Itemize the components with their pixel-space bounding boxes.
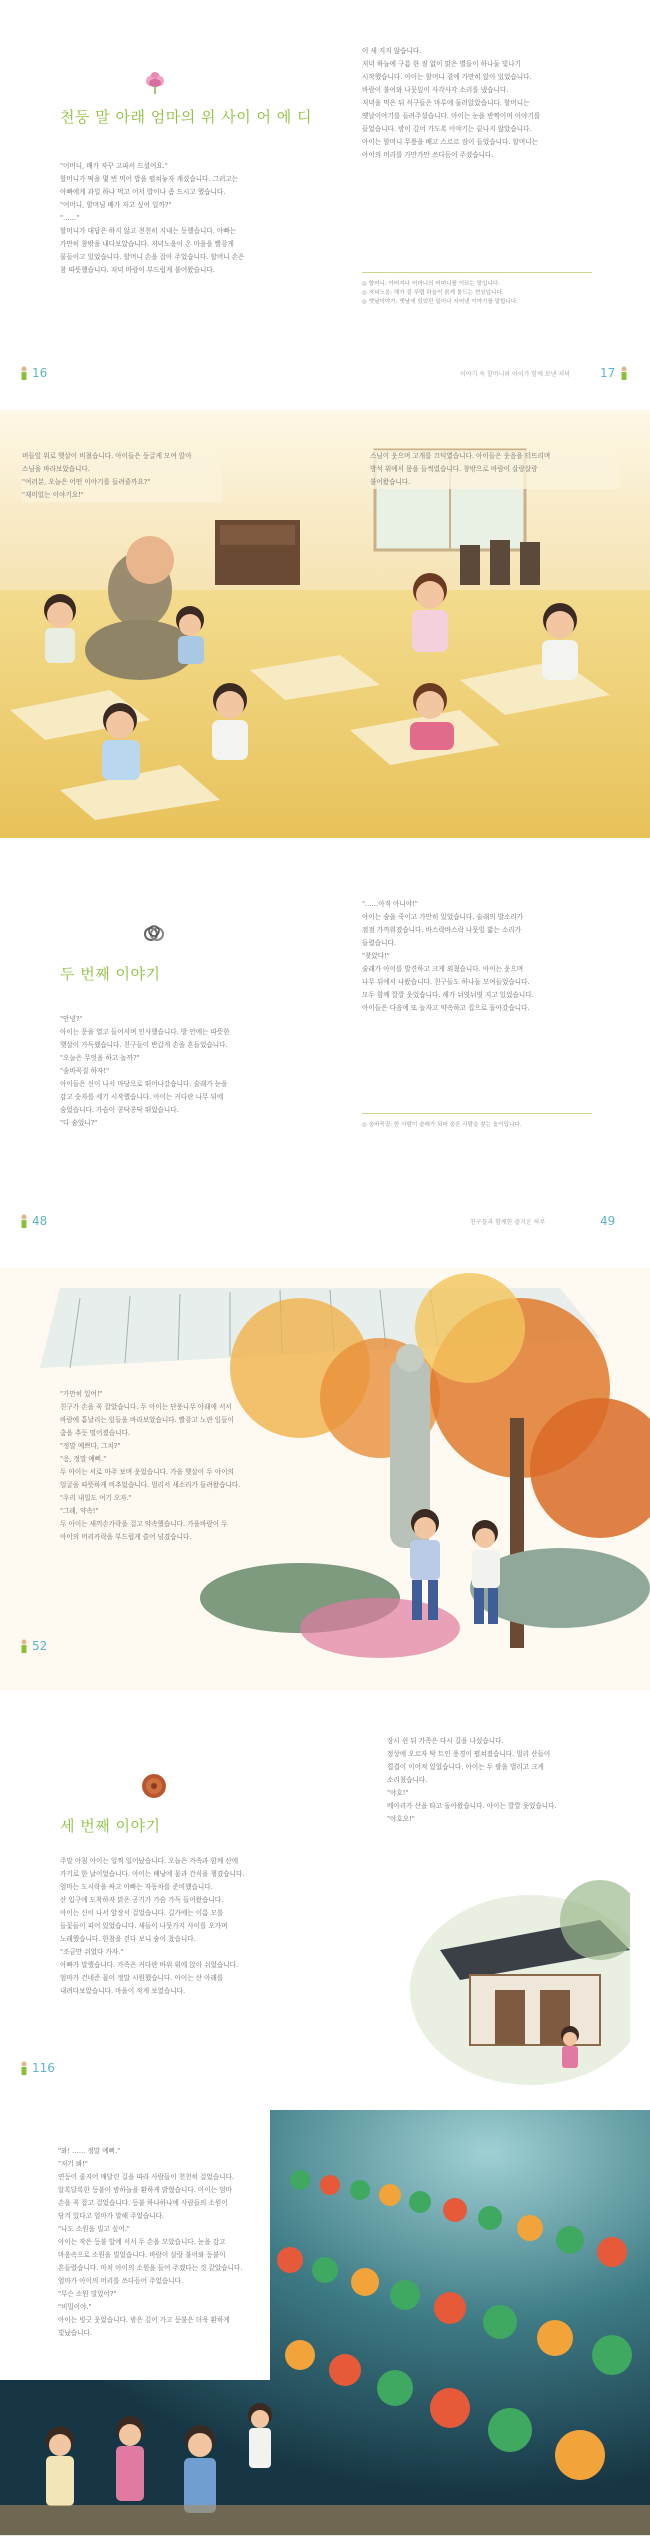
paragraph: 아이는 문을 열고 들어서며 인사했습니다. 방 안에는 따뜻한 xyxy=(60,1028,230,1036)
left-page-body xyxy=(58,2145,263,2340)
paragraph: 아이는 신이 나서 앞장서 걸었습니다. 길가에는 이름 모를 xyxy=(60,1909,224,1917)
paragraph: 친구가 손을 꼭 잡았습니다. 두 아이는 단풍나무 아래에 서서 xyxy=(60,1403,232,1411)
spread-6 xyxy=(0,2110,650,2536)
footnotes xyxy=(362,280,592,307)
paragraph: 숨었습니다. 가슴이 콩닥콩닥 뛰었습니다. xyxy=(60,1106,179,1114)
paragraph: 연등이 줄지어 매달린 길을 따라 사람들이 천천히 걸었습니다. xyxy=(58,2173,235,2181)
paragraph: 나무 뒤에서 나왔습니다. 친구들도 하나둘 모여들었습니다. xyxy=(362,978,530,986)
paragraph: 담겨 있다고 엄마가 말해 주었습니다. xyxy=(58,2212,165,2220)
running-footer: 이야기 속 할머니와 아이가 함께 보낸 저녁 xyxy=(460,371,570,378)
chapter-title xyxy=(60,106,312,127)
paragraph: 두 아이는 새끼손가락을 걸고 약속했습니다. 가을바람이 두 xyxy=(60,1520,228,1528)
paragraph: 소리쳤습니다. xyxy=(387,1776,428,1784)
paragraph: "응, 정말 예뻐." xyxy=(60,1455,107,1463)
paragraph: 마음속으로 소원을 빌었습니다. 바람이 살랑 불어와 등불이 xyxy=(58,2251,226,2259)
paragraph: 엄마는 도시락을 싸고 아빠는 자동차를 준비했습니다. xyxy=(60,1883,213,1891)
paragraph: 감고 숫자를 세기 시작했습니다. 아이는 커다란 나무 뒤에 xyxy=(60,1093,224,1101)
paragraph: 할머니가 떡을 몇 번 먹어 밥을 펼쳐놓자 계셨습니다. 그러고는 xyxy=(60,175,239,183)
paragraph: 버들잎 위로 햇살이 비쳤습니다. 아이들은 둥글게 모여 앉아 xyxy=(22,452,192,460)
notes-divider xyxy=(362,1113,592,1114)
illustration-caption-left xyxy=(22,450,222,502)
chapter-title xyxy=(60,963,160,984)
paragraph: 아빠에게 과일 하나 먹고 어서 밥이나 좀 드시고 했습니다. xyxy=(60,188,226,196)
footnotes xyxy=(362,1121,592,1130)
right-page-body xyxy=(387,1735,597,1826)
paragraph: "여러분, 오늘은 어떤 이야기를 들려줄까요?" xyxy=(22,478,151,486)
paragraph: 스님을 바라보았습니다. xyxy=(22,465,90,473)
page-number: 16 xyxy=(32,366,48,380)
paragraph: 가만히 창밖을 내다보았습니다. 저녁노을이 온 마을을 빨갛게 xyxy=(60,240,234,248)
paragraph: "야호오!" xyxy=(387,1815,415,1823)
paragraph: "안녕?" xyxy=(60,1015,83,1023)
footnote: ◎ 저녁노을: 해가 질 무렵 하늘이 붉게 물드는 현상입니다. xyxy=(362,290,504,296)
paragraph: 빛났습니다. xyxy=(58,2329,92,2337)
paragraph: 이 새 지지 않습니다. xyxy=(362,47,422,55)
chapter-title-text: 두 번째 이야기 xyxy=(60,965,161,983)
paragraph: 아이는 숨을 죽이고 가만히 있었습니다. 술래의 발소리가 xyxy=(362,913,524,921)
paragraph: "가만히 있어!" xyxy=(60,1390,103,1398)
paragraph: 아이의 머리카락을 부드럽게 쓸어 넘겼습니다. xyxy=(60,1533,192,1541)
paragraph: "와! …… 정말 예뻐." xyxy=(58,2147,121,2155)
paragraph: "……" xyxy=(60,214,80,222)
paragraph: 잠시 쉰 뒤 가족은 다시 길을 나섰습니다. xyxy=(387,1737,504,1745)
left-page-body xyxy=(60,1013,270,1130)
paragraph: 바람이 불어와 나뭇잎이 사각사각 소리를 냈습니다. xyxy=(362,86,509,94)
page-number: 48 xyxy=(32,1214,48,1228)
paragraph: 불어왔습니다. xyxy=(370,478,411,486)
paragraph: 알록달록한 등불이 밤하늘을 환하게 밝혔습니다. 아이는 엄마 xyxy=(58,2186,232,2194)
page-kid-icon xyxy=(20,2060,28,2074)
paragraph: 스님이 웃으며 고개를 끄덕였습니다. 아이들은 웃음을 터뜨리며 xyxy=(370,452,551,460)
right-page-body xyxy=(362,45,592,162)
paragraph: "재미있는 이야기요!" xyxy=(22,491,84,499)
paragraph: 산 입구에 도착하자 맑은 공기가 가슴 가득 들어왔습니다. xyxy=(60,1896,224,1904)
paragraph: 아빠가 말했습니다. 가족은 커다란 바위 위에 앉아 쉬었습니다. xyxy=(60,1961,239,1969)
lotus-flower-icon xyxy=(143,70,167,94)
spread-1 xyxy=(0,0,650,411)
paragraph: 가기로 한 날이었습니다. 아이는 배낭에 물과 간식을 챙겼습니다. xyxy=(60,1870,245,1878)
paragraph: "숨바꼭질 하자!" xyxy=(60,1067,110,1075)
paragraph: 모두 함께 깔깔 웃었습니다. 해가 뉘엿뉘엿 지고 있었습니다. xyxy=(362,991,534,999)
paragraph: "다 숨었니?" xyxy=(60,1119,98,1127)
paragraph: 두 아이는 서로 마주 보며 웃었습니다. 가을 햇살이 두 아이의 xyxy=(60,1468,234,1476)
footnote: ◎ 할머니: 아버지나 어머니의 어머니를 이르는 말입니다. xyxy=(362,281,501,287)
running-footer: 친구들과 함께한 즐거운 하루 xyxy=(470,1219,546,1226)
paragraph: 햇살이 가득했습니다. 친구들이 반갑게 손을 흔들었습니다. xyxy=(60,1041,228,1049)
paragraph: 아이는 작은 등불 앞에 서서 두 손을 모았습니다. 눈을 감고 xyxy=(58,2238,226,2246)
page-number: 49 xyxy=(600,1214,616,1228)
footnote: ◎ 숨바꼭질: 한 사람이 술래가 되어 숨은 사람을 찾는 놀이입니다. xyxy=(362,1122,522,1128)
paragraph: 들었습니다. 밤이 깊어 가도록 이야기는 끝나지 않았습니다. xyxy=(362,125,532,133)
paragraph: "어머니, 할머님 배가 자고 싶어 일까?" xyxy=(60,201,172,209)
spread-2 xyxy=(0,410,650,839)
paragraph: 정상에 오르자 탁 트인 풍경이 펼쳐졌습니다. 멀리 산들이 xyxy=(387,1750,551,1758)
page-kid-icon xyxy=(20,1638,28,1652)
page-number: 116 xyxy=(32,2061,55,2075)
chapter-title-text: 세 번째 이야기 xyxy=(60,1817,161,1835)
paragraph: "야호!" xyxy=(387,1789,409,1797)
paragraph: "오늘은 무엇을 하고 놀까?" xyxy=(60,1054,140,1062)
paragraph: 참 따뜻했습니다. 저녁 바람이 부드럽게 불어왔습니다. xyxy=(60,266,215,274)
right-page-body xyxy=(362,898,592,1015)
paragraph: 바람에 흩날리는 잎들을 바라보았습니다. 빨갛고 노란 잎들이 xyxy=(60,1416,234,1424)
paragraph: 겹겹이 이어져 있었습니다. 아이는 두 팔을 벌리고 크게 xyxy=(387,1763,544,1771)
paragraph: 아이의 머리를 가만가만 쓰다듬어 주셨습니다. xyxy=(362,151,494,159)
paragraph: 점점 가까워졌습니다. 바스락바스락 나뭇잎 밟는 소리가 xyxy=(362,926,522,934)
paragraph: "비밀이야." xyxy=(58,2303,92,2311)
paragraph: 할머니가 대답은 하지 않고 천천히 지내는 듯했습니다. 아빠는 xyxy=(60,227,237,235)
paragraph: "그래, 약속!" xyxy=(60,1507,99,1515)
spread-4 xyxy=(0,1268,650,1691)
paragraph: 방석 위에서 몸을 들썩였습니다. 창밖으로 바람이 살랑살랑 xyxy=(370,465,538,473)
paragraph: "우리 내일도 여기 오자." xyxy=(60,1494,132,1502)
temple-gate-illustration xyxy=(400,1860,630,2090)
round-ornament-icon xyxy=(140,1772,168,1800)
paragraph: "무슨 소원 빌었어?" xyxy=(58,2290,117,2298)
paragraph: 엄마가 건네준 물이 정말 시원했습니다. 아이는 산 아래를 xyxy=(60,1974,224,1982)
paragraph: 아이들은 신이 나서 마당으로 뛰어나갔습니다. 술래가 눈을 xyxy=(60,1080,228,1088)
paragraph: 저녁을 먹은 뒤 식구들은 마루에 둘러앉았습니다. 할머니는 xyxy=(362,99,530,107)
left-page-body xyxy=(60,1855,270,1998)
page-kid-icon xyxy=(20,365,28,379)
paragraph: 옛날이야기를 들려주셨습니다. 아이는 눈을 반짝이며 이야기를 xyxy=(362,112,541,120)
paragraph: "나도 소원을 빌고 싶어." xyxy=(58,2225,130,2233)
paragraph: 시작했습니다. 아이는 할머니 곁에 가만히 앉아 있었습니다. xyxy=(362,73,532,81)
paragraph: "저기 봐!" xyxy=(58,2160,88,2168)
spread-5 xyxy=(0,1690,650,2111)
page-number: 17 xyxy=(600,366,616,380)
paragraph: 들꽃들이 피어 있었습니다. 새들이 나뭇가지 사이를 오가며 xyxy=(60,1922,228,1930)
illustration-caption-right xyxy=(370,450,620,489)
paragraph: 술래가 아이를 발견하고 크게 외쳤습니다. 아이는 웃으며 xyxy=(362,965,524,973)
paragraph: 노래했습니다. 한참을 걷다 보니 숨이 찼습니다. xyxy=(60,1935,196,1943)
chapter-title xyxy=(60,1815,160,1836)
paragraph: 메아리가 산을 타고 돌아왔습니다. 아이는 깔깔 웃었습니다. xyxy=(387,1802,557,1810)
paragraph: 얼굴을 따뜻하게 비추었습니다. 멀리서 새소리가 들려왔습니다. xyxy=(60,1481,241,1489)
paragraph: 아이는 할머니 무릎을 베고 스르르 잠이 들었습니다. 할머니는 xyxy=(362,138,539,146)
spread-3 xyxy=(0,838,650,1269)
left-page-body xyxy=(60,160,270,277)
paragraph: 들렸습니다. xyxy=(362,939,396,947)
paragraph: 엄마가 아이의 머리를 쓰다듬어 주었습니다. xyxy=(58,2277,184,2285)
paragraph: "조금만 쉬었다 가자." xyxy=(60,1948,124,1956)
paragraph: 물들이고 있었습니다. 할머니 손을 잡아 주었습니다. 할머니 손은 xyxy=(60,253,245,261)
left-page-body xyxy=(60,1388,260,1544)
paragraph: 내려다보았습니다. 마을이 작게 보였습니다. xyxy=(60,1987,186,1995)
paragraph: 주말 아침 아이는 일찍 일어났습니다. 오늘은 가족과 함께 산에 xyxy=(60,1857,239,1865)
paragraph: 흔들렸습니다. 마치 아이의 소원을 들어 주겠다는 것 같았습니다. xyxy=(58,2264,243,2272)
paragraph: "찾았다!" xyxy=(362,952,390,960)
paragraph: "정말 예쁘다, 그치?" xyxy=(60,1442,121,1450)
paragraph: "어머니, 배가 자꾸 고파서 드셨어요." xyxy=(60,162,168,170)
paragraph: 손을 꼭 잡고 걸었습니다. 등불 하나하나에 사람들의 소원이 xyxy=(58,2199,228,2207)
knot-ornament-icon xyxy=(143,923,165,945)
paragraph: "……아직 아니야!" xyxy=(362,900,418,908)
paragraph: 아이들은 다음에 또 놀자고 약속하고 집으로 돌아갔습니다. xyxy=(362,1004,530,1012)
page-number: 52 xyxy=(32,1639,48,1653)
page-kid-icon xyxy=(20,1213,28,1227)
paragraph: 저녁 하늘에 구름 한 점 없이 맑은 별들이 하나둘 빛나기 xyxy=(362,60,521,68)
chapter-title-text: 천둥 말 아래 엄마의 위 사이 어 에 디 xyxy=(60,108,313,126)
page-kid-icon xyxy=(620,365,628,379)
footnote: ◎ 옛날이야기: 옛날에 있었던 일이나 지어낸 이야기를 말합니다. xyxy=(362,299,519,305)
notes-divider xyxy=(362,272,592,273)
paragraph: 춤을 추듯 떨어졌습니다. xyxy=(60,1429,130,1437)
paragraph: 아이는 빙긋 웃었습니다. 밤은 깊어 가고 등불은 더욱 환하게 xyxy=(58,2316,230,2324)
